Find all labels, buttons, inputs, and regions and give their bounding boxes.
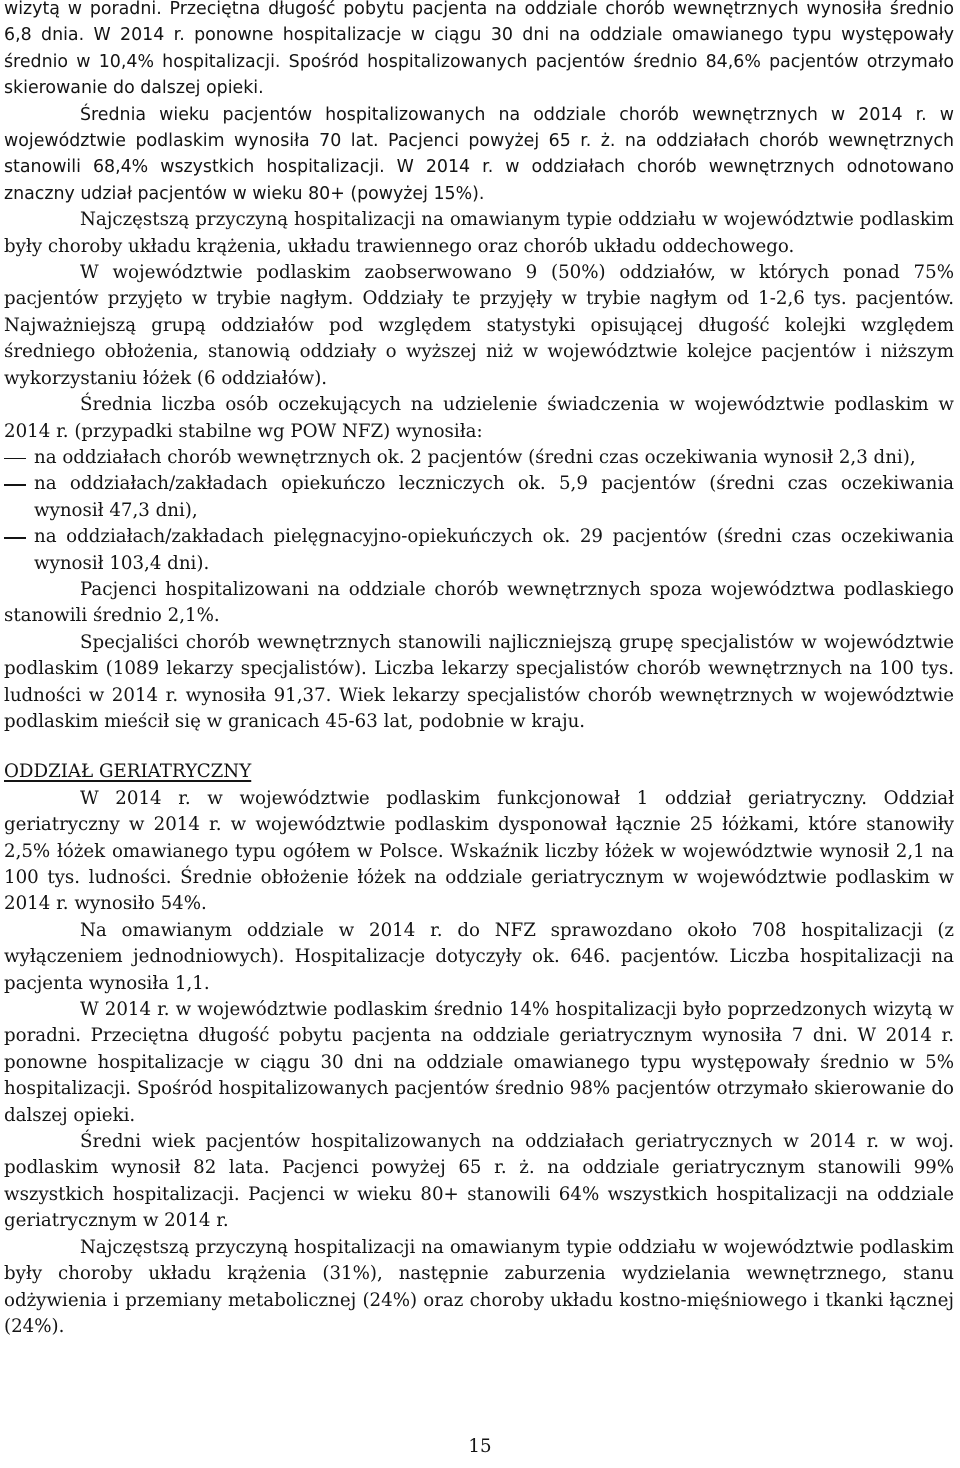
paragraph-geriatric-causes: Najczęstszą przyczyną hospitalizacji na omawianym typie oddziału w województwie podlaskim były choroby układu krążenia (31%), następnie zaburzenia wydzielania wewnętrznego, stanu odżywienia i przemiany metabolicznej (24%) oraz choroby układu kostno-mięśniowego i tkanki łącznej (24%).: [4, 1236, 954, 1337]
paragraph-los-internal: wizytą w poradni. Przeciętna długość pobytu pacjenta na oddziale chorób wewnętrznych wynosiła średnio 6,8 dnia. W 2014 r. ponowne hospitalizacje w ciągu 30 dni na oddziale omawianego typu występowały średnio w 10,4% hospitalizacji. Spośród hospitalizowanych pacjentów średnio 84,6% pacjentów otrzymało skierowanie do dalszej opieki.: [4, 0, 954, 99]
list-item: na oddziałach chorób wewnętrznych ok. 2 pacjentów (średni czas oczekiwania wynosił 2,3 dni),: [4, 445, 954, 471]
paragraph-geriatric-los: W 2014 r. w województwie podlaskim średnio 14% hospitalizacji było poprzedzonych wizytą w poradni. Przeciętna długość pobytu pacjenta na oddziale geriatrycznym wynosiła 7 dni. W 2014 r. ponowne hospitalizacje w ciągu 30 dni na oddziale omawianego typu występowały średnio w 5% hospitalizacji. Spośród hospitalizowanych pacjentów średnio 98% pacjentów otrzymało skierowanie do dalszej opieki.: [4, 999, 954, 1126]
paragraph-age-internal: Średnia wieku pacjentów hospitalizowanych na oddziale chorób wewnętrznych w 2014 r. w województwie podlaskim wynosiła 70 lat. Pacjenci powyżej 65 r. ż. na oddziałach chorób wewnętrznych stanowili 68,4% wszystkich hospitalizacji. W 2014 r. w oddziałach chorób wewnętrznych odnotowano znaczny udział pacjentów w wieku 80+ (powyżej 15%).: [4, 104, 954, 204]
page-number: 15: [468, 1436, 492, 1457]
paragraph-causes-internal: Najczęstszą przyczyną hospitalizacji na omawianym typie oddziału w województwie podlaskim były choroby układu krążenia, układu trawiennego oraz chorób układu oddechowego.: [4, 209, 954, 257]
paragraph-emergency-admissions: W województwie podlaskim zaobserwowano 9 (50%) oddziałów, w których ponad 75% pacjentów przyjęto w trybie nagłym. Oddziały te przyjęły w trybie nagłym od 1-2,6 tys. pacjentów. Najważniejszą grupą oddziałów pod względem statystyki opisującej długość kolejki względem średniego obłożenia, stanowią oddziały o wyższej niż w województwie kolejce pacjentów i niższym wykorzystaniu łóżek (6 oddziałów).: [4, 262, 954, 389]
paragraph-geriatric-beds: W 2014 r. w województwie podlaskim funkcjonował 1 oddział geriatryczny. Oddział geriatryczny w 2014 r. w województwie podlaskim dysponował łącznie 25 łóżkami, które stanowiły 2,5% łóżek omawianego typu ogółem w Polsce. Wskaźnik liczby łóżek w województwie wynosił 2,1 na 100 tys. ludności. Średnie obłożenie łóżek na oddziale geriatrycznym w województwie podlaskim w 2014 r. wynosiło 54%.: [4, 787, 954, 915]
paragraph-waiting-intro: Średnia liczba osób oczekujących na udzielenie świadczenia w województwie podlaskim w 2014 r. (przypadki stabilne wg POW NFZ) wynosiła:: [4, 394, 954, 442]
paragraph-geriatric-hospitalizations: Na omawianym oddziale w 2014 r. do NFZ sprawozdano około 708 hospitalizacji (z wyłączeniem jednodniowych). Hospitalizacje dotyczyły ok. 646. pacjentów. Liczba hospitalizacji na pacjenta wynosiła 1,1.: [4, 919, 954, 994]
list-item: na oddziałach/zakładach pielęgnacyjno-opiekuńczych ok. 29 pacjentów (średni czas oczekiwania wynosił 103,4 dni).: [4, 524, 954, 577]
waiting-list: [4, 445, 954, 577]
paragraph-outside-region: Pacjenci hospitalizowani na oddziale chorób wewnętrznych spoza województwa podlaskiego stanowili średnio 2,1%.: [4, 578, 954, 627]
list-item: na oddziałach/zakładach opiekuńczo leczniczych ok. 5,9 pacjentów (średni czas oczekiwania wynosił 47,3 dni),: [4, 471, 954, 524]
paragraph-specialists: Specjaliści chorób wewnętrznych stanowili najliczniejszą grupę specjalistów w województwie podlaskim (1089 lekarzy specjalistów). Liczba lekarzy specjalistów chorób wewnętrznych na 100 tys. ludności w 2014 r. wynosiła 91,37. Wiek lekarzy specjalistów chorób wewnętrznych w województwie podlaskim mieścił się w granicach 45-63 lat, podobnie w kraju.: [4, 631, 954, 732]
section-heading-geriatric: ODDZIAŁ GERIATRYCZNY: [4, 761, 252, 783]
paragraph-geriatric-age: Średni wiek pacjentów hospitalizowanych na oddziałach geriatrycznych w 2014 r. w woj. podlaskim wynosił 82 lata. Pacjenci powyżej 65 r. ż. na oddziale geriatrycznym stanowili 99% wszystkich hospitalizacji. Pacjenci w wieku 80+ stanowili 64% wszystkich hospitalizacji na oddziale geriatrycznym w 2014 r.: [4, 1131, 954, 1232]
